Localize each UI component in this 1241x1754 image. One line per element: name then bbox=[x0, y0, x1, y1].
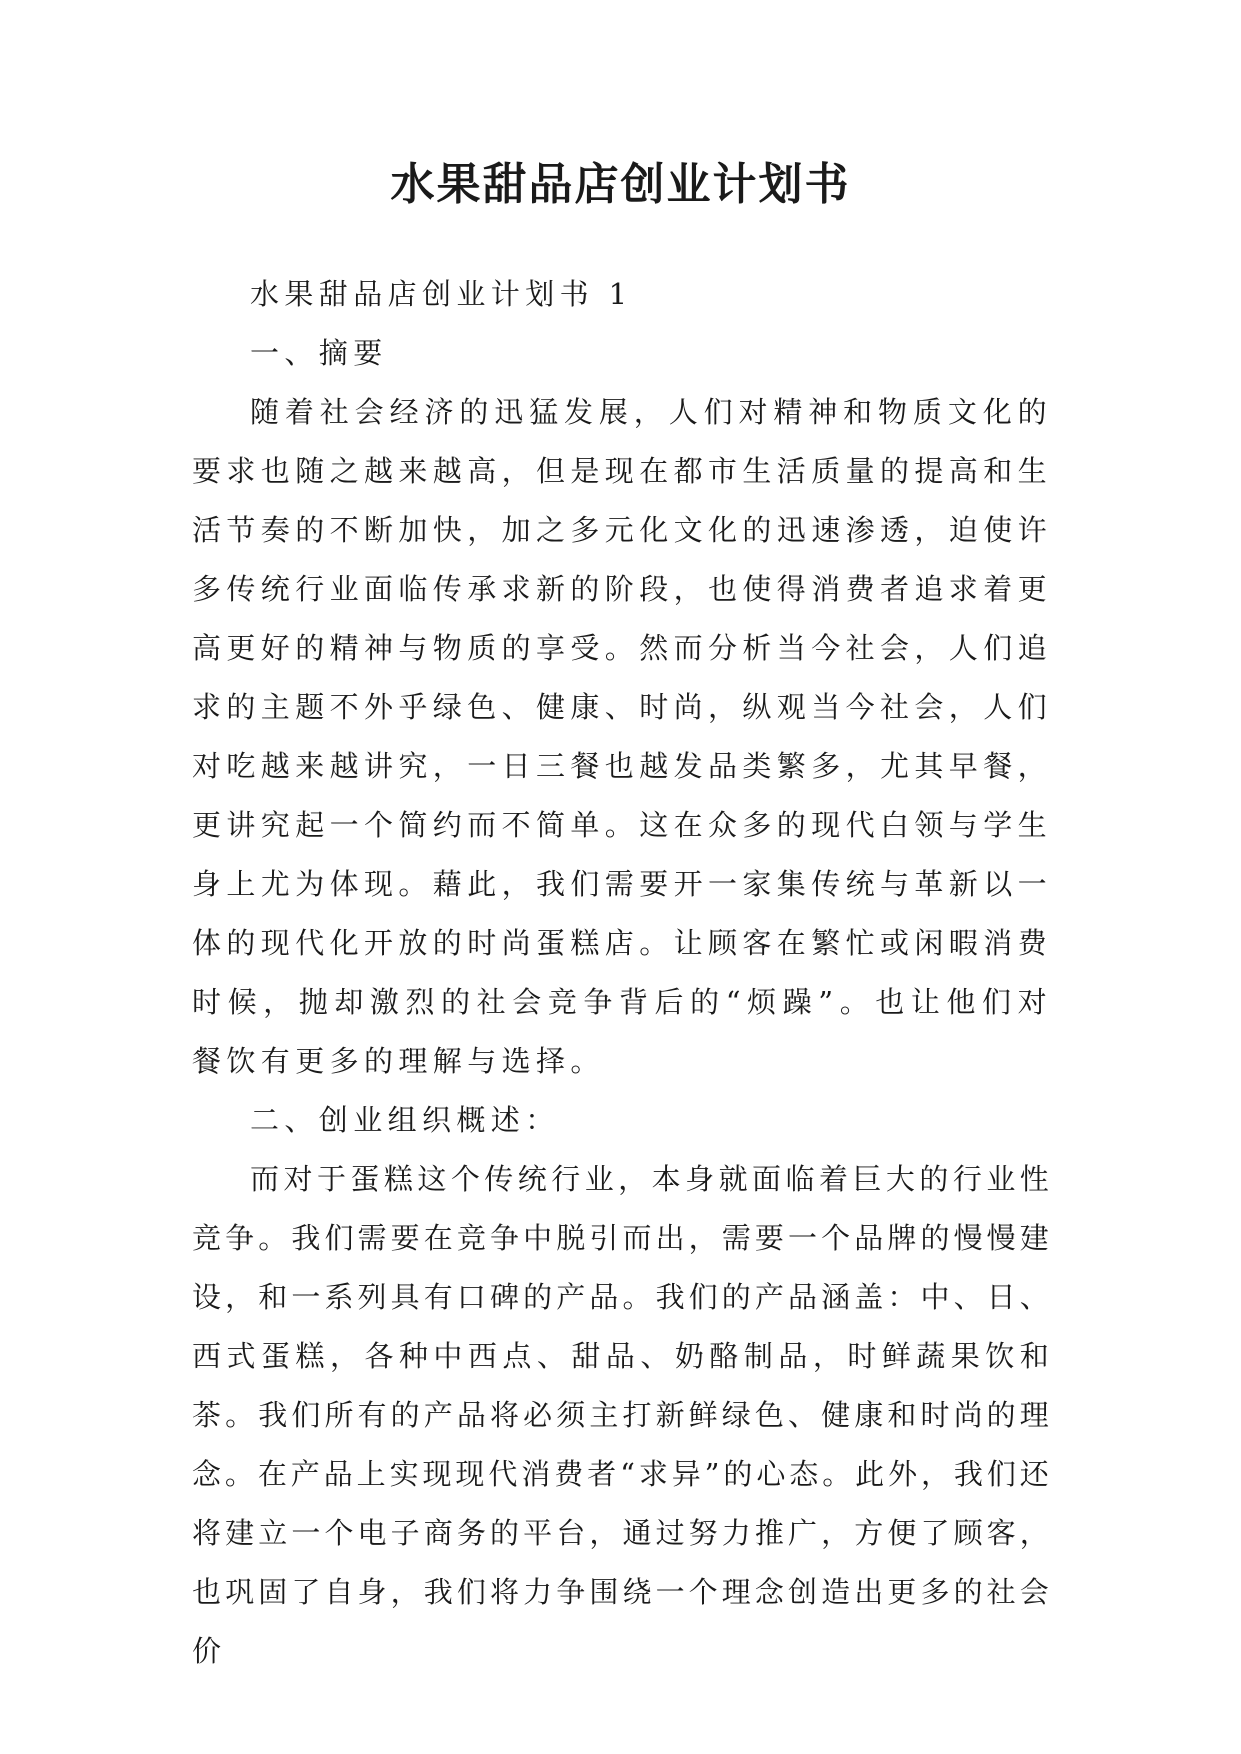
paragraph-summary: 随着社会经济的迅猛发展，人们对精神和物质文化的要求也随之越来越高，但是现在都市生活质量的提高和生活节奏的不断加快，加之多元化文化的迅速渗透，迫使许多传统行业面临传承求新的阶段，也使得消费者追求着更高更好的精神与物质的享受。然而分析当今社会，人们追求的主题不外乎绿色、健康、时尚，纵观当今社会，人们对吃越来越讲究，一日三餐也越发品类繁多，尤其早餐，更讲究起一个简约而不简单。这在众多的现代白领与学生身上尤为体现。藉此，我们需要开一家集传统与革新以一体的现代化开放的时尚蛋糕店。让顾客在繁忙或闲暇消费时候，抛却激烈的社会竞争背后的“烦躁”。也让他们对餐饮有更多的理解与选择。 bbox=[192, 395, 1053, 1078]
section-heading-plan-1: 水果甜品店创业计划书 1 bbox=[250, 277, 633, 311]
section-heading-summary: 一、摘要 bbox=[250, 336, 388, 370]
document-body bbox=[192, 265, 1052, 1681]
document-title: 水果甜品店创业计划书 bbox=[390, 159, 851, 210]
section-heading-organization: 二、创业组织概述： bbox=[250, 1103, 560, 1137]
paragraph-organization: 而对于蛋糕这个传统行业，本身就面临着巨大的行业性竞争。我们需要在竞争中脱引而出，需要一个品牌的慢慢建设，和一系列具有口碑的产品。我们的产品涵盖：中、日、西式蛋糕，各种中西点、甜品、奶酪制品，时鲜蔬果饮和茶。我们所有的产品将必须主打新鲜绿色、健康和时尚的理念。在产品上实现现代消费者“求异”的心态。此外，我们还将建立一个电子商务的平台，通过努力推广，方便了顾客，也巩固了自身，我们将力争围绕一个理念创造出更多的社会价 bbox=[192, 1162, 1052, 1668]
